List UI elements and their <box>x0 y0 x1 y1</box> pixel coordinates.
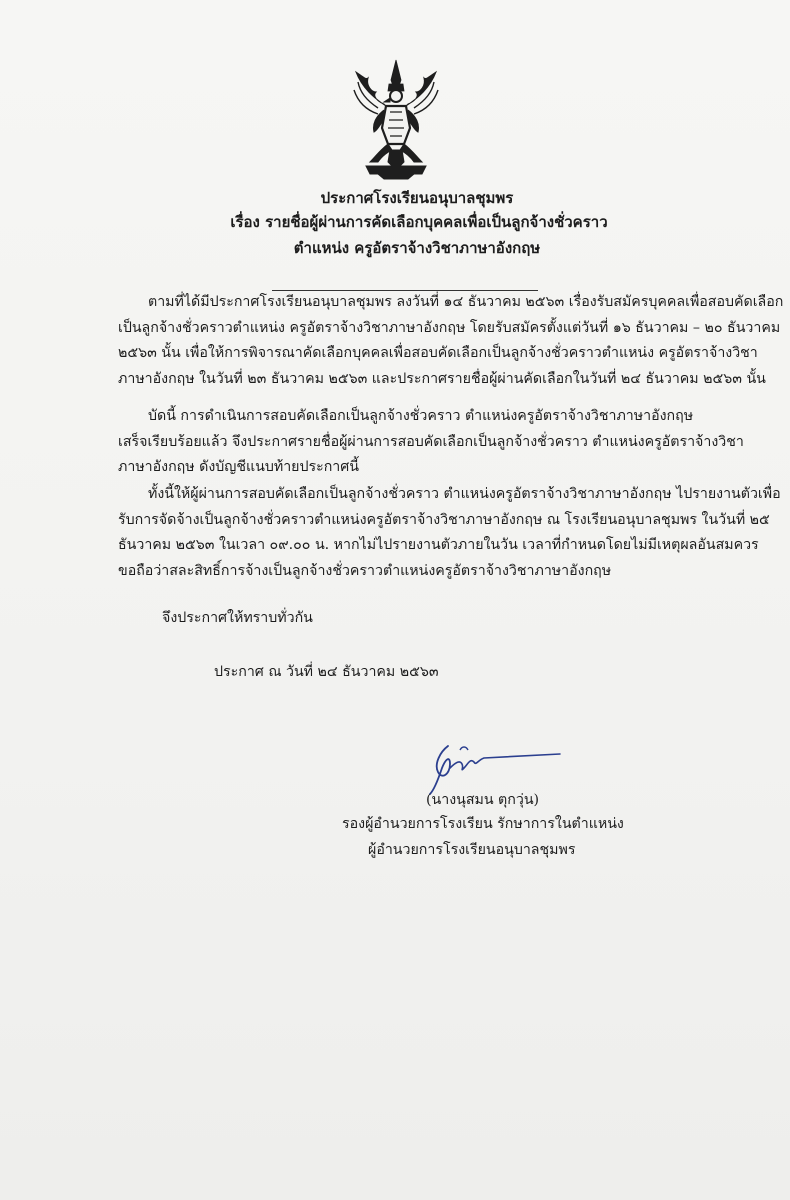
paragraph-line: เป็นลูกจ้างชั่วคราวตำแหน่ง ครูอัตราจ้างวิชาภาษาอังกฤษ โดยรับสมัครตั้งแต่วันที่ ๑๖ ธันวาคม – ๒๐ ธันวาคม <box>118 319 781 336</box>
paragraph-line: ภาษาอังกฤษ ในวันที่ ๒๓ ธันวาคม ๒๕๖๓ และประกาศรายชื่อผู้ผ่านคัดเลือกในวันที่ ๒๔ ธันวาคม ๒๕๖๓ นั้น <box>118 370 766 387</box>
paragraph-line: บัดนี้ การดำเนินการสอบคัดเลือกเป็นลูกจ้างชั่วคราว ตำแหน่งครูอัตราจ้างวิชาภาษาอังกฤษ <box>148 408 694 424</box>
announcement-date: ประกาศ ณ วันที่ ๒๔ ธันวาคม ๒๕๖๓ <box>214 664 439 680</box>
paragraph-line: ธันวาคม ๒๕๖๓ ในเวลา ๐๙.๐๐ น. หากไม่ไปรายงานตัวภายในวัน เวลาที่กำหนดโดยไม่มีเหตุผลอันสมควร <box>118 537 759 553</box>
paragraph-line: ขอถือว่าสละสิทธิ์การจ้างเป็นลูกจ้างชั่วคราวตำแหน่งครูอัตราจ้างวิชาภาษาอังกฤษ <box>118 562 612 579</box>
garuda-emblem-icon <box>348 58 444 180</box>
announcement-position: ตำแหน่ง ครูอัตราจ้างวิชาภาษาอังกฤษ <box>293 239 541 257</box>
paragraph-line: ตามที่ได้มีประกาศโรงเรียนอนุบาลชุมพร ลงวันที่ ๑๔ ธันวาคม ๒๕๖๓ เรื่องรับสมัครบุคคลเพื่อสอบคัดเลือก <box>148 294 784 310</box>
paragraph-1 <box>118 290 784 392</box>
paragraph-3 <box>118 482 781 584</box>
paragraph-2 <box>118 404 744 481</box>
signer-name: (นางนุสมน ตุกวุ่น) <box>426 792 540 808</box>
signer-position-2: ผู้อำนวยการโรงเรียนอนุบาลชุมพร <box>368 842 576 858</box>
paragraph-line: เสร็จเรียบร้อยแล้ว จึงประกาศรายชื่อผู้ผ่านการสอบคัดเลือกเป็นลูกจ้างชั่วคราว ตำแหน่งครูอัตราจ้างวิชา <box>118 433 744 450</box>
closing-statement: จึงประกาศให้ทราบทั่วกัน <box>162 610 313 626</box>
announcement-subject: เรื่อง รายชื่อผู้ผ่านการคัดเลือกบุคคลเพื่อเป็นลูกจ้างชั่วคราว <box>230 213 608 231</box>
paragraph-line: ๒๕๖๓ นั้น เพื่อให้การพิจารณาคัดเลือกบุคคลเพื่อสอบคัดเลือกเป็นลูกจ้างชั่วคราวตำแหน่ง ครูอัตราจ้างวิชา <box>118 345 758 361</box>
announcement-title: ประกาศโรงเรียนอนุบาลชุมพร <box>320 189 514 207</box>
paragraph-line: รับการจัดจ้างเป็นลูกจ้างชั่วคราวตำแหน่งครูอัตราจ้างวิชาภาษาอังกฤษ ณ โรงเรียนอนุบาลชุมพร ในวันที่ ๒๕ <box>118 511 770 528</box>
signer-position-1: รองผู้อำนวยการโรงเรียน รักษาการในตำแหน่ง <box>342 816 624 832</box>
paragraph-line: ทั้งนี้ให้ผู้ผ่านการสอบคัดเลือกเป็นลูกจ้างชั่วคราว ตำแหน่งครูอัตราจ้างวิชาภาษาอังกฤษ ไปรายงานตัวเพื่อ <box>148 486 781 502</box>
paragraph-line: ภาษาอังกฤษ ดังบัญชีแนบท้ายประกาศนี้ <box>118 459 359 475</box>
